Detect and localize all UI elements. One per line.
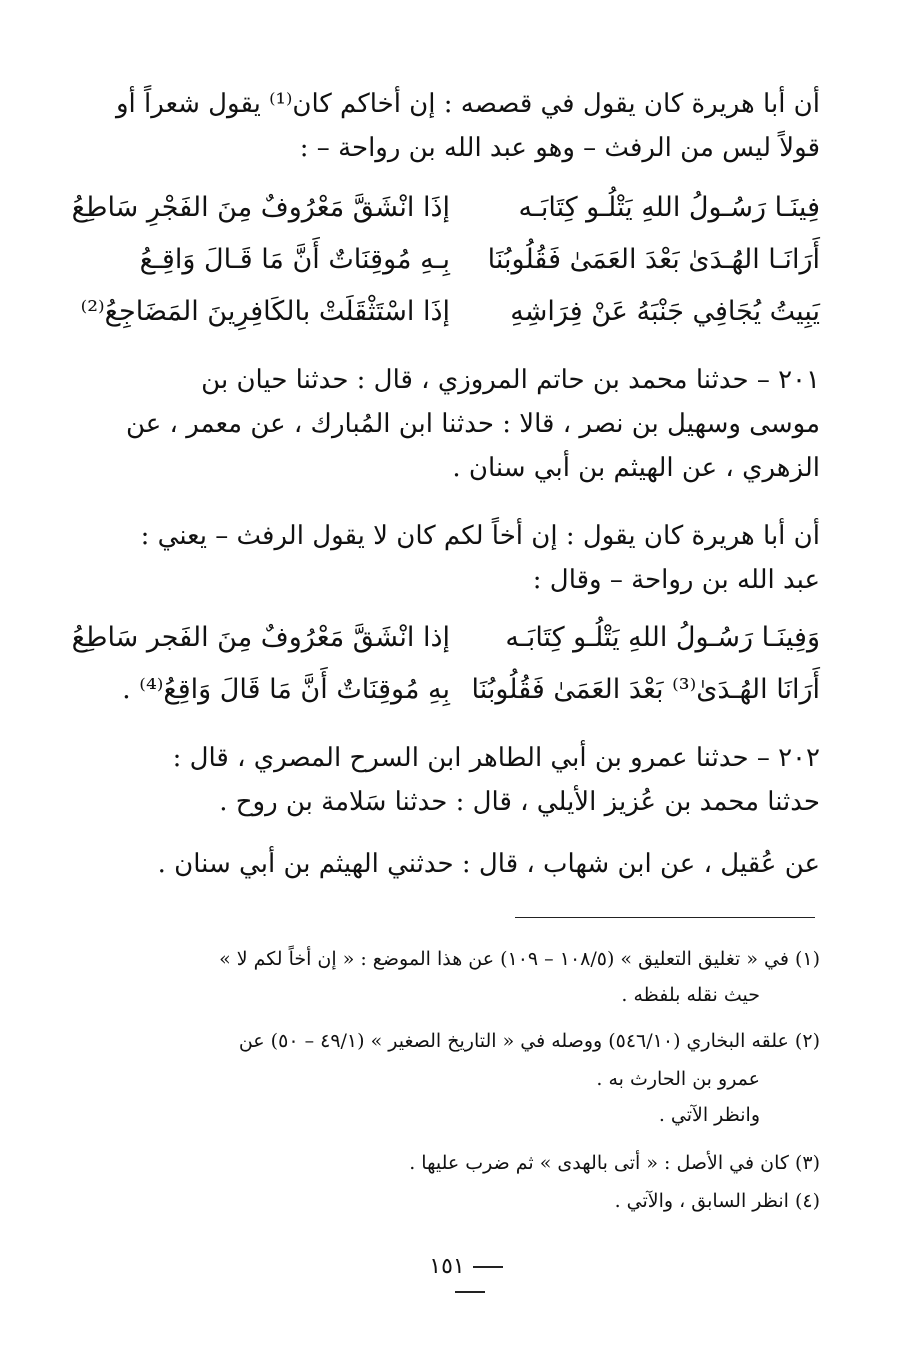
verse-first-hemistich: فِينَـا رَسُـولُ اللهِ يَتْلُـو كِتَابَـه bbox=[518, 192, 820, 223]
text-line: الزهري ، عن الهيثم بن أبي سنان . bbox=[452, 453, 820, 483]
paragraph-3 bbox=[110, 514, 820, 602]
text-line: ٢٠١ – حدثنا محمد بن حاتم المروزي ، قال : حدثنا حيان بن bbox=[201, 365, 820, 395]
page-number-dash bbox=[455, 1291, 485, 1293]
verse-line-2 bbox=[110, 244, 820, 290]
footnote-1: (١) في « تغليق التعليق » (١٠٨/٥ – ١٠٩) عن هذا الموضع : « إن أخاً لكم لا » bbox=[219, 948, 820, 970]
footnote-1-continued: حيث نقله بلفظه . bbox=[621, 984, 760, 1006]
footnote-2-continued: عمرو بن الحارث به . bbox=[596, 1068, 760, 1090]
verse-second-hemistich: إذا انْشَقَّ مَعْرُوفٌ مِنَ الفَجر سَاطِعُ bbox=[71, 622, 450, 653]
paragraph-hadith-202 bbox=[110, 736, 820, 824]
verse-first-hemistich: وَفِينَـا رَسُـولُ اللهِ يَتْلُـو كِتَابَـه bbox=[505, 622, 820, 653]
verse-line-3 bbox=[80, 296, 820, 342]
verse-line-1 bbox=[71, 192, 820, 238]
page-number-text: ١٥١ bbox=[429, 1254, 465, 1279]
text-line: قولاً ليس من الرفث – وهو عبد الله بن رواحة – : bbox=[299, 133, 820, 163]
footnote-separator bbox=[515, 917, 815, 918]
footnote-2-see-also: وانظر الآتي . bbox=[658, 1104, 760, 1126]
verse-first-hemistich: أَرَانَـا الهُـدَىٰ بَعْدَ العَمَىٰ فَقُلُوبُنَا bbox=[487, 244, 820, 275]
text-line: أن أبا هريرة كان يقول : إن أخاً لكم كان لا يقول الرفث – يعني : bbox=[140, 521, 820, 551]
footnote-3: (٣) كان في الأصل : « أتى بالهدى » ثم ضرب عليها . bbox=[409, 1152, 820, 1174]
text-line: ٢٠٢ – حدثنا عمرو بن أبي الطاهر ابن السرح المصري ، قال : bbox=[172, 743, 820, 773]
verse-second-hemistich: بِهِ مُوقِنَاتٌ أَنَّ مَا قَالَ وَاقِعُ⁽⁴⁾ . bbox=[122, 674, 450, 705]
verse-first-hemistich: أَرَانَا الهُـدَىٰ⁽³⁾ بَعْدَ العَمَىٰ فَقُلُوبُنَا bbox=[471, 674, 820, 705]
footnote-2: (٢) علقه البخاري (٥٤٦/١٠) ووصله في « التاريخ الصغير » (٤٩/١ – ٥٠) عن bbox=[238, 1030, 820, 1052]
verse-second-hemistich: بِـهِ مُوقِنَاتٌ أَنَّ مَا قَـالَ وَاقِـعُ bbox=[139, 244, 450, 275]
page-number bbox=[410, 1254, 530, 1304]
verse-line-4 bbox=[71, 622, 820, 668]
footnote-4: (٤) انظر السابق ، والآتي . bbox=[614, 1190, 820, 1212]
verse-first-hemistich: يَبِيتُ يُجَافِي جَنْبَهُ عَنْ فِرَاشِهِ bbox=[510, 296, 820, 327]
verse-second-hemistich: إذَا انْشَقَّ مَعْرُوفٌ مِنَ الفَجْرِ سَاطِعُ bbox=[71, 192, 450, 223]
text-line: حدثنا محمد بن عُزيز الأيلي ، قال : حدثنا سَلامة بن روح . bbox=[219, 787, 820, 817]
paragraph-5 bbox=[110, 842, 820, 886]
text-line: موسى وسهيل بن نصر ، قالا : حدثنا ابن المُبارك ، عن معمر ، عن bbox=[125, 409, 820, 439]
text-line: عبد الله بن رواحة – وقال : bbox=[532, 565, 820, 595]
paragraph-hadith-201 bbox=[110, 358, 820, 490]
page-number-dash bbox=[473, 1266, 503, 1268]
verse-second-hemistich: إذَا اسْتَثْقَلَتْ بالكَافِرِينَ المَضَاجِعُ⁽²⁾ bbox=[80, 296, 450, 327]
paragraph-1 bbox=[110, 82, 820, 170]
text-line: أن أبا هريرة كان يقول في قصصه : إن أخاكم كان⁽¹⁾ يقول شعراً أو bbox=[115, 89, 820, 119]
text-line: عن عُقيل ، عن ابن شهاب ، قال : حدثني الهيثم بن أبي سنان . bbox=[157, 849, 820, 879]
verse-line-5 bbox=[110, 674, 820, 720]
